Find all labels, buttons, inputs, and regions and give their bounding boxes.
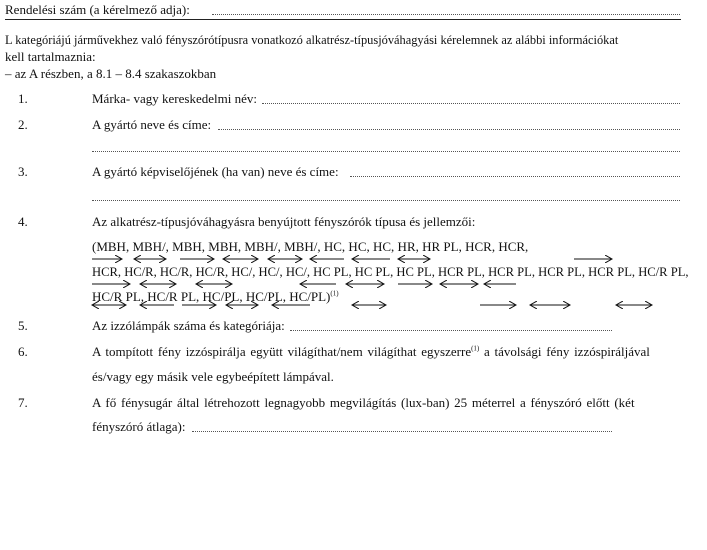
item-6-label: A tompított fény izzóspirálja együtt világíthat/nem világíthat egyszerre$^{(1)}$ a távolsági fény izzóspiráljával	[92, 344, 650, 359]
intro-line-3: – az A részben, a 8.1 – 8.4 szakaszokban	[5, 66, 217, 81]
item-4-label: Az alkatrész-típusjóváhagyásra benyújtott fényszórók típusa és jellemzői:	[92, 214, 476, 229]
item-1-number: 1.	[18, 91, 28, 106]
intro-line-1: L kategóriájú járművekhez való fényszórótípusra vonatkozó alkatrész-típusjóváhagyási kérelemnek az alábbi információkat	[5, 33, 619, 47]
item-7-label: A fő fénysugár által létrehozott legnagyobb megvilágítás (lux-ban) 25 méterrel a fényszóró előtt (két	[92, 395, 635, 410]
item-4-number: 4.	[18, 214, 28, 229]
item-1-label: Márka- vagy kereskedelmi név:	[92, 91, 257, 106]
headlamp-types-line-3: HC/R PL, HC/R PL, HC/PL, HC/PL, HC/PL)$^{(1)}$	[92, 289, 339, 304]
footnote-marker: (1)	[471, 344, 480, 353]
item-5-fill-line	[290, 330, 612, 331]
item-3-number: 3.	[18, 164, 28, 179]
item-2-label: A gyártó neve és címe:	[92, 117, 212, 132]
item-7-number: 7.	[18, 395, 28, 410]
item-7-label-continued: fényszóró átlaga):	[92, 419, 186, 434]
item-6-label-continued: és/vagy egy másik vele egybeépített lámpával.	[92, 369, 334, 384]
footnote-marker: (1)	[330, 289, 339, 298]
item-5-number: 5.	[18, 318, 28, 333]
item-6-number: 6.	[18, 344, 28, 359]
headlamp-types-line-1: (MBH, MBH/, MBH, MBH, MBH/, MBH/, HC, HC, HC, HR, HR PL, HCR, HCR,	[92, 239, 529, 254]
intro-line-2: kell tartalmaznia:	[5, 49, 96, 64]
item-3-label: A gyártó képviselőjének (ha van) neve és címe:	[92, 164, 339, 179]
headlamp-types-line-2: HCR, HC/R, HC/R, HC/R, HC/, HC/, HC/, HC PL, HC PL, HC PL, HCR PL, HCR PL, HCR PL, HCR PL, HC/R PL,	[92, 265, 689, 279]
item-7-fill-line	[192, 431, 612, 432]
item-2-number: 2.	[18, 117, 28, 132]
order-number-label: Rendelési szám (a kérelmező adja):	[5, 2, 190, 17]
item-5-label: Az izzólámpák száma és kategóriája:	[92, 318, 285, 333]
